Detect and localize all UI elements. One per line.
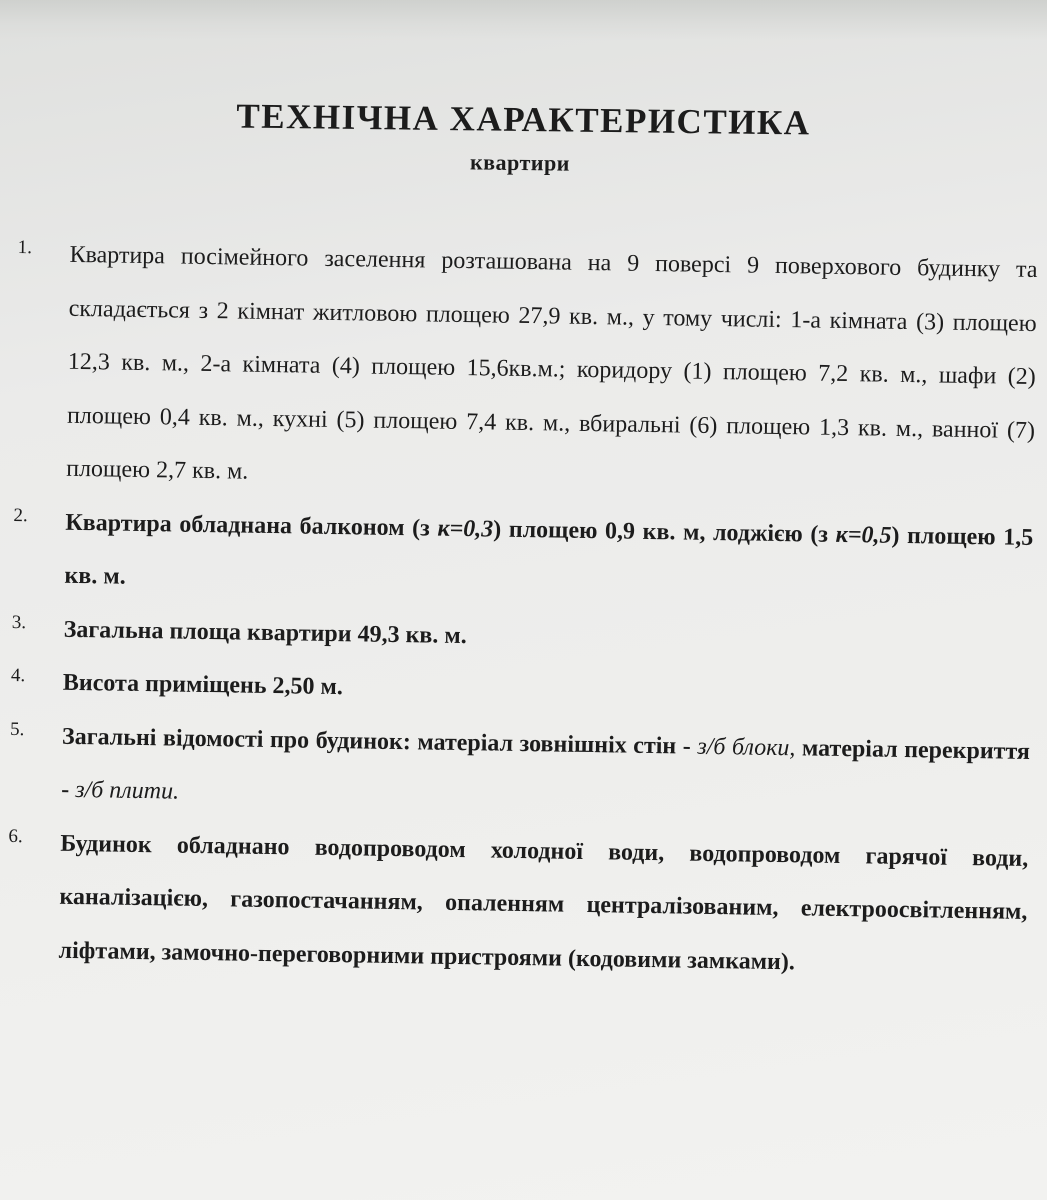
document-subtitle: квартири bbox=[469, 149, 571, 176]
item-text-part: ) площею 0,9 кв. м, лоджією (з bbox=[493, 516, 836, 548]
specification-list bbox=[6, 228, 1038, 993]
item-text-part: Квартира обладнана балконом (з bbox=[65, 509, 438, 542]
item-text-part: Загальні відомості про будинок: матеріал зовнішніх стін - bbox=[61, 723, 698, 760]
balcony-coefficient: к=0,3 bbox=[437, 515, 494, 543]
item-number: 3. bbox=[11, 611, 27, 633]
wall-material: з/б блоки, bbox=[697, 733, 796, 761]
list-item bbox=[6, 816, 1028, 993]
item-number: 5. bbox=[9, 718, 25, 740]
list-item bbox=[12, 495, 1034, 618]
page-fold-shadow bbox=[0, 0, 1047, 40]
list-item bbox=[14, 228, 1038, 511]
item-text: Будинок обладнано водопроводом холодної води, водопроводом гарячої води, каналізацією, газопостачанням, опаленням централізованим, електроосвітленням, ліфтами, замочно-переговорними пристроями (кодовими замками). bbox=[58, 830, 1029, 975]
item-number: 4. bbox=[10, 664, 26, 687]
item-text: Загальна площа квартири 49,3 кв. м. bbox=[63, 616, 467, 649]
item-text: Висота приміщень 2,50 м. bbox=[62, 669, 344, 701]
item-text bbox=[61, 710, 1031, 832]
item-number: 2. bbox=[13, 504, 28, 526]
item-text-part: ) площею 1,5 кв. м. bbox=[64, 522, 1034, 590]
item-text bbox=[64, 496, 1034, 618]
item-text-part: матеріал перекриття - bbox=[60, 734, 1031, 803]
item-number: 6. bbox=[8, 825, 23, 847]
item-number: 1. bbox=[17, 236, 33, 259]
item-text: Квартира посімейного заселення розташована на 9 поверсі 9 поверхового будинку та складається з 2 кімнат житловою площею 27,9 кв. м., у тому числі: 1-а кімната (3) площею 12,3 кв. м., 2-а кімната (4) площею 15,6кв.м.; коридору (1) площею 7,2 кв. м., шафи (2) площею 0,4 кв. м., кухні (5) площею 7,4 кв. м., вбиральні (6) площею 1,3 кв. м., ванної (7) площею 2,7 кв. м. bbox=[66, 241, 1038, 485]
document-title: ТЕХНІЧНА ХАРАКТЕРИСТИКА bbox=[236, 96, 811, 143]
loggia-coefficient: к=0,5 bbox=[835, 521, 892, 549]
floor-material: з/б плити. bbox=[74, 776, 180, 805]
list-item bbox=[9, 709, 1031, 832]
